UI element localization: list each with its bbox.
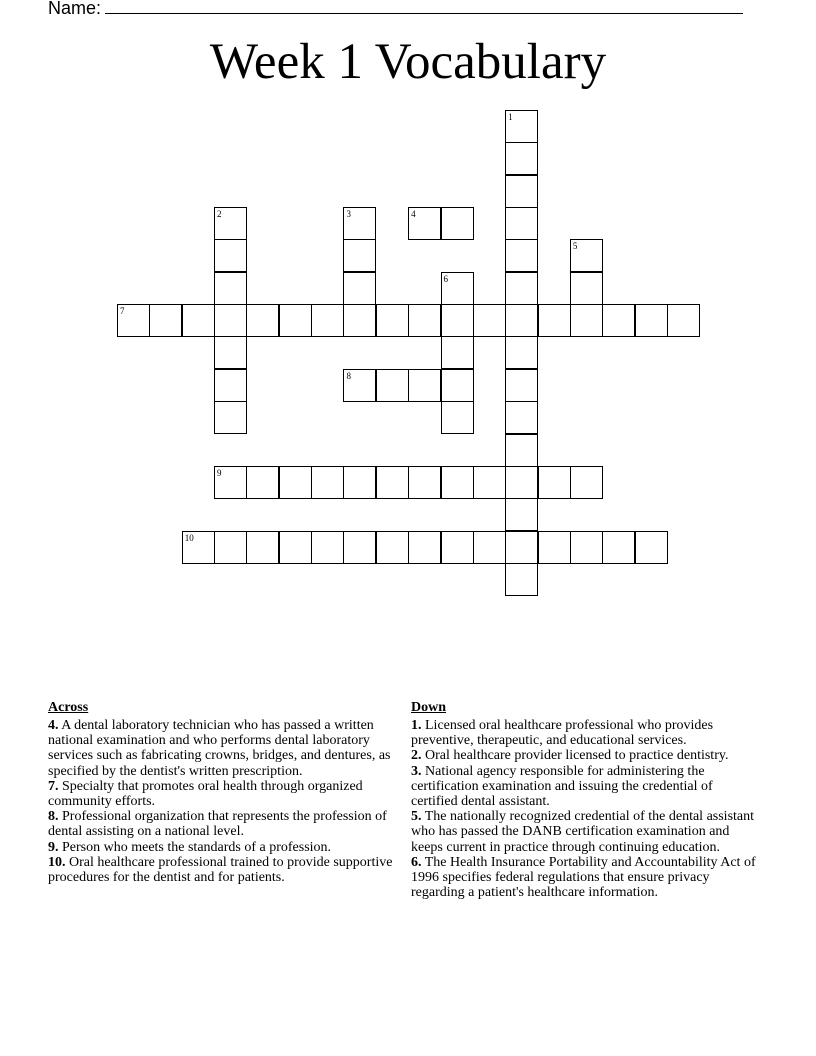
crossword-cell[interactable] — [441, 401, 474, 434]
crossword-cell[interactable] — [505, 142, 538, 175]
crossword-cell[interactable] — [279, 531, 312, 564]
clue-down-6: 6. The Health Insurance Portability and Accountability Act of 1996 specifies federal regulations that ensure privacy regarding a patient's healthcare information. — [411, 854, 756, 901]
name-label: Name: — [48, 0, 102, 18]
crossword-cell[interactable] — [667, 304, 700, 337]
crossword-cell[interactable] — [214, 369, 247, 402]
crossword-cell[interactable] — [538, 531, 571, 564]
crossword-cell[interactable] — [343, 369, 376, 402]
crossword-cell[interactable] — [505, 336, 538, 369]
crossword-cell[interactable] — [214, 239, 247, 272]
clue-number: 4 — [411, 209, 416, 220]
crossword-cell[interactable] — [376, 531, 409, 564]
crossword-cell[interactable] — [505, 563, 538, 596]
crossword-cell[interactable] — [376, 304, 409, 337]
crossword-cell[interactable] — [311, 466, 344, 499]
crossword-cell[interactable] — [214, 207, 247, 240]
crossword-cell[interactable] — [441, 207, 474, 240]
crossword-cell[interactable] — [343, 531, 376, 564]
clue-across-8: 8. Professional organization that represents the profession of dental assisting on a national level. — [48, 809, 387, 840]
clue-number: 8 — [346, 370, 351, 381]
crossword-cell[interactable] — [214, 272, 247, 305]
crossword-cell[interactable] — [635, 531, 668, 564]
crossword-cell[interactable] — [343, 239, 376, 272]
crossword-cell[interactable] — [441, 304, 474, 337]
crossword-cell[interactable] — [246, 304, 279, 337]
crossword-cell[interactable] — [505, 369, 538, 402]
crossword-cell[interactable] — [505, 466, 538, 499]
down-clues — [411, 700, 761, 900]
clue-number: 3 — [346, 209, 351, 220]
down-heading: Down — [411, 700, 447, 715]
crossword-cell[interactable] — [441, 272, 474, 305]
crossword-cell[interactable] — [311, 304, 344, 337]
crossword-cell[interactable] — [570, 272, 603, 305]
crossword-cell[interactable] — [376, 466, 409, 499]
crossword-cell[interactable] — [246, 531, 279, 564]
clue-down-2: 2. Oral healthcare provider licensed to practice dentistry. — [411, 748, 729, 764]
page-title: Week 1 Vocabulary — [209, 34, 607, 90]
clue-down-1: 1. Licensed oral healthcare professional who provides preventive, therapeutic, and educational services. — [411, 718, 714, 749]
crossword-cell[interactable] — [505, 434, 538, 467]
crossword-cell[interactable] — [408, 304, 441, 337]
clue-across-4: 4. A dental laboratory technician who has passed a written national examination and who performs dental laboratory services such as fabricating crowns, bridges, and dentures, as specified by the dentist's written prescription. — [48, 718, 391, 779]
crossword-cell[interactable] — [505, 401, 538, 434]
crossword-cell[interactable] — [408, 466, 441, 499]
crossword-cell[interactable] — [473, 531, 506, 564]
crossword-cell[interactable] — [311, 531, 344, 564]
crossword-cell[interactable] — [408, 531, 441, 564]
crossword-cell[interactable] — [505, 175, 538, 208]
crossword-cell[interactable] — [570, 304, 603, 337]
clue-across-9: 9. Person who meets the standards of a profession. — [48, 839, 332, 855]
clue-number: 5 — [572, 241, 578, 252]
crossword-cell[interactable] — [570, 239, 603, 272]
crossword-cell[interactable] — [441, 466, 474, 499]
crossword-cell[interactable] — [602, 304, 635, 337]
clue-number: 2 — [217, 209, 222, 220]
crossword-cell[interactable] — [570, 531, 603, 564]
crossword-cell[interactable] — [635, 304, 668, 337]
crossword-cell[interactable] — [505, 272, 538, 305]
across-clues — [48, 700, 394, 885]
crossword-cell[interactable] — [376, 369, 409, 402]
across-heading: Across — [48, 700, 89, 715]
crossword-cell[interactable] — [505, 498, 538, 531]
clue-across-7: 7. Specialty that promotes oral health through organized community efforts. — [48, 778, 363, 810]
crossword-cell[interactable] — [182, 531, 215, 564]
crossword-cell[interactable] — [214, 531, 247, 564]
crossword-cell[interactable] — [214, 466, 247, 499]
crossword-cell[interactable] — [538, 304, 571, 337]
crossword-cell[interactable] — [473, 466, 506, 499]
crossword-cell[interactable] — [182, 304, 215, 337]
crossword-cell[interactable] — [505, 304, 538, 337]
crossword-cell[interactable] — [505, 207, 538, 240]
clue-number: 6 — [443, 273, 448, 284]
crossword-cell[interactable] — [441, 369, 474, 402]
crossword-cell[interactable] — [408, 369, 441, 402]
crossword-cell[interactable] — [214, 401, 247, 434]
crossword-cell[interactable] — [408, 207, 441, 240]
crossword-cell[interactable] — [441, 336, 474, 369]
crossword-cell[interactable] — [343, 466, 376, 499]
crossword-cell[interactable] — [441, 531, 474, 564]
crossword-cell[interactable] — [214, 304, 247, 337]
crossword-cell[interactable] — [570, 466, 603, 499]
clue-down-3: 3. National agency responsible for administering the certification examination and issuing the credential of certified dental assistant. — [411, 763, 713, 810]
crossword-cell[interactable] — [505, 110, 538, 143]
crossword-cell[interactable] — [149, 304, 182, 337]
crossword-cell[interactable] — [214, 336, 247, 369]
crossword-cell[interactable] — [505, 531, 538, 564]
crossword-cell[interactable] — [602, 531, 635, 564]
crossword-cell[interactable] — [343, 304, 376, 337]
crossword-cell[interactable] — [246, 466, 279, 499]
crossword-cell[interactable] — [343, 272, 376, 305]
crossword-cell[interactable] — [473, 304, 506, 337]
crossword-cell[interactable] — [343, 207, 376, 240]
crossword-cell[interactable] — [505, 239, 538, 272]
crossword-cell[interactable] — [538, 466, 571, 499]
clue-number: 1 — [508, 112, 513, 122]
clue-number: 7 — [120, 306, 125, 317]
clue-across-10: 10. Oral healthcare professional trained to provide supportive procedures for the dentist and for patients. — [48, 854, 393, 886]
clue-down-5: 5. The nationally recognized credential of the dental assistant who has passed the DANB certification examination and keeps current in practice through continuing education. — [411, 809, 755, 855]
crossword-cell[interactable] — [279, 304, 312, 337]
crossword-cell[interactable] — [117, 304, 150, 337]
clue-number: 9 — [217, 467, 222, 478]
crossword-cell[interactable] — [279, 466, 312, 499]
clue-number: 10 — [184, 532, 194, 543]
